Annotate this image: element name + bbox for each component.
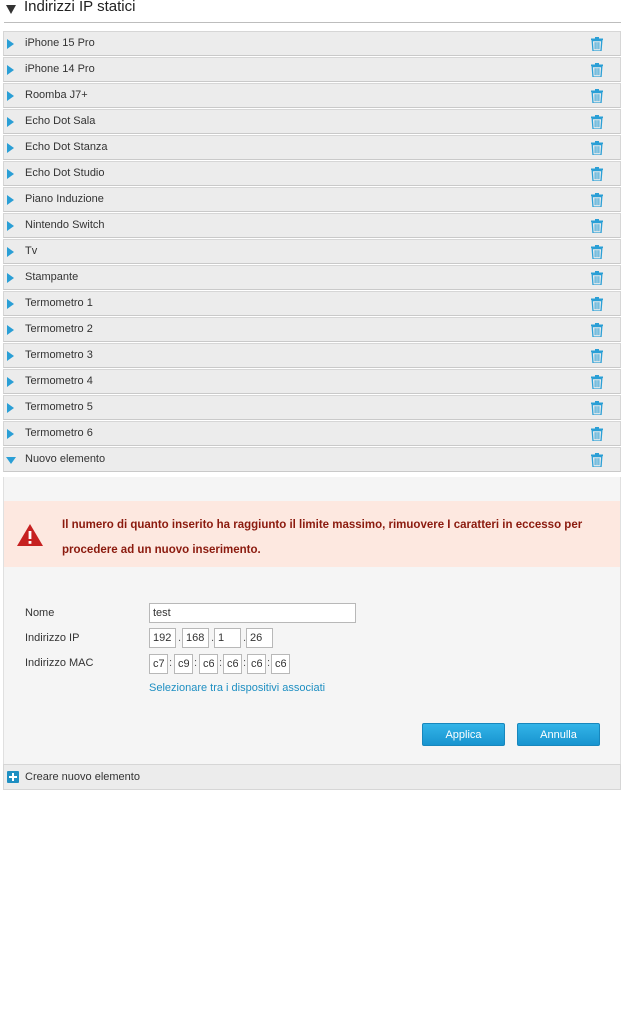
device-row-label: Termometro 2 bbox=[25, 323, 93, 335]
create-new-item-row[interactable] bbox=[3, 764, 621, 790]
name-input[interactable] bbox=[149, 603, 356, 623]
triangle-right-icon[interactable] bbox=[7, 273, 14, 283]
alert-message: Il numero di quanto inserito ha raggiunto il limite massimo, rimuovere I caratteri in eccesso per procedere ad un nuovo inserimento. bbox=[62, 519, 583, 556]
triangle-right-icon[interactable] bbox=[7, 429, 14, 439]
trash-icon[interactable] bbox=[591, 401, 603, 415]
cancel-button[interactable]: Annulla bbox=[517, 723, 600, 746]
triangle-right-icon[interactable] bbox=[7, 169, 14, 179]
device-row-label: Echo Dot Studio bbox=[25, 167, 105, 179]
mac-byte-1[interactable] bbox=[149, 654, 168, 674]
device-row[interactable] bbox=[3, 395, 621, 420]
device-row[interactable] bbox=[3, 57, 621, 82]
trash-icon[interactable] bbox=[591, 453, 603, 467]
trash-icon[interactable] bbox=[591, 375, 603, 389]
triangle-down-icon[interactable] bbox=[6, 457, 16, 464]
device-row[interactable] bbox=[3, 31, 621, 56]
device-row[interactable] bbox=[3, 317, 621, 342]
mac-byte-5[interactable] bbox=[247, 654, 266, 674]
mac-byte-4[interactable] bbox=[223, 654, 242, 674]
device-row-label: Termometro 1 bbox=[25, 297, 93, 309]
device-row-label: Termometro 5 bbox=[25, 401, 93, 413]
trash-icon[interactable] bbox=[591, 245, 603, 259]
device-row[interactable] bbox=[3, 109, 621, 134]
section-header[interactable] bbox=[4, 0, 621, 23]
device-row-label: Piano Induzione bbox=[25, 193, 104, 205]
device-row[interactable] bbox=[3, 421, 621, 446]
limit-alert bbox=[4, 501, 620, 567]
collapse-caret-icon[interactable] bbox=[6, 5, 16, 14]
triangle-right-icon[interactable] bbox=[7, 247, 14, 257]
trash-icon[interactable] bbox=[591, 349, 603, 363]
device-row-label: Nintendo Switch bbox=[25, 219, 105, 231]
triangle-right-icon[interactable] bbox=[7, 377, 14, 387]
ip-octet-1[interactable] bbox=[149, 628, 176, 648]
device-row[interactable] bbox=[3, 369, 621, 394]
mac-byte-3[interactable] bbox=[199, 654, 218, 674]
device-row-label: Termometro 4 bbox=[25, 375, 93, 387]
trash-icon[interactable] bbox=[591, 63, 603, 77]
name-label: Nome bbox=[25, 607, 55, 619]
trash-icon[interactable] bbox=[591, 427, 603, 441]
plus-icon[interactable] bbox=[7, 771, 19, 783]
device-row-label: Stampante bbox=[25, 271, 79, 283]
triangle-right-icon[interactable] bbox=[7, 403, 14, 413]
device-row[interactable] bbox=[3, 239, 621, 264]
device-list bbox=[3, 31, 621, 472]
device-row[interactable] bbox=[3, 135, 621, 160]
device-row[interactable] bbox=[3, 187, 621, 212]
mac-byte-6[interactable] bbox=[271, 654, 290, 674]
mac-byte-2[interactable] bbox=[174, 654, 193, 674]
mac-colon: : bbox=[243, 657, 247, 669]
device-row-label: Echo Dot Sala bbox=[25, 115, 96, 127]
triangle-right-icon[interactable] bbox=[7, 351, 14, 361]
triangle-right-icon[interactable] bbox=[7, 91, 14, 101]
trash-icon[interactable] bbox=[591, 37, 603, 51]
device-row[interactable] bbox=[3, 291, 621, 316]
mac-colon: : bbox=[219, 657, 223, 669]
device-row-label: Termometro 6 bbox=[25, 427, 93, 439]
triangle-right-icon[interactable] bbox=[7, 299, 14, 309]
device-row[interactable] bbox=[3, 265, 621, 290]
device-row-label: Echo Dot Stanza bbox=[25, 141, 108, 153]
device-row[interactable] bbox=[3, 83, 621, 108]
mac-label: Indirizzo MAC bbox=[25, 657, 94, 669]
ip-octet-3[interactable] bbox=[214, 628, 241, 648]
mac-colon: : bbox=[169, 657, 173, 669]
device-row-label: Roomba J7+ bbox=[25, 89, 88, 101]
mac-colon: : bbox=[267, 657, 271, 669]
device-row[interactable] bbox=[3, 213, 621, 238]
trash-icon[interactable] bbox=[591, 297, 603, 311]
warning-icon bbox=[16, 523, 44, 547]
mac-colon: : bbox=[194, 657, 198, 669]
trash-icon[interactable] bbox=[591, 141, 603, 155]
device-row-label: iPhone 15 Pro bbox=[25, 37, 95, 49]
ip-dot: . bbox=[178, 632, 182, 644]
device-row-label: iPhone 14 Pro bbox=[25, 63, 95, 75]
ip-octet-4[interactable] bbox=[246, 628, 273, 648]
triangle-right-icon[interactable] bbox=[7, 325, 14, 335]
apply-button[interactable]: Applica bbox=[422, 723, 505, 746]
new-item-panel bbox=[3, 477, 621, 764]
device-row-label: Nuovo elemento bbox=[25, 453, 106, 465]
trash-icon[interactable] bbox=[591, 115, 603, 129]
new-item-row[interactable] bbox=[3, 447, 621, 472]
ip-dot: . bbox=[243, 632, 247, 644]
device-row[interactable] bbox=[3, 343, 621, 368]
trash-icon[interactable] bbox=[591, 271, 603, 285]
section-title: Indirizzi IP statici bbox=[24, 0, 136, 15]
triangle-right-icon[interactable] bbox=[7, 195, 14, 205]
device-row-label: Tv bbox=[25, 245, 38, 257]
create-new-item-label: Creare nuovo elemento bbox=[25, 771, 140, 783]
triangle-right-icon[interactable] bbox=[7, 39, 14, 49]
device-row-label: Termometro 3 bbox=[25, 349, 93, 361]
trash-icon[interactable] bbox=[591, 89, 603, 103]
triangle-right-icon[interactable] bbox=[7, 117, 14, 127]
trash-icon[interactable] bbox=[591, 193, 603, 207]
device-row[interactable] bbox=[3, 161, 621, 186]
trash-icon[interactable] bbox=[591, 219, 603, 233]
triangle-right-icon[interactable] bbox=[7, 221, 14, 231]
trash-icon[interactable] bbox=[591, 323, 603, 337]
triangle-right-icon[interactable] bbox=[7, 143, 14, 153]
ip-label: Indirizzo IP bbox=[25, 632, 80, 644]
triangle-right-icon[interactable] bbox=[7, 65, 14, 75]
ip-dot: . bbox=[211, 632, 215, 644]
ip-octet-2[interactable] bbox=[182, 628, 209, 648]
trash-icon[interactable] bbox=[591, 167, 603, 181]
select-associated-devices-link[interactable]: Selezionare tra i dispositivi associati bbox=[149, 682, 326, 694]
